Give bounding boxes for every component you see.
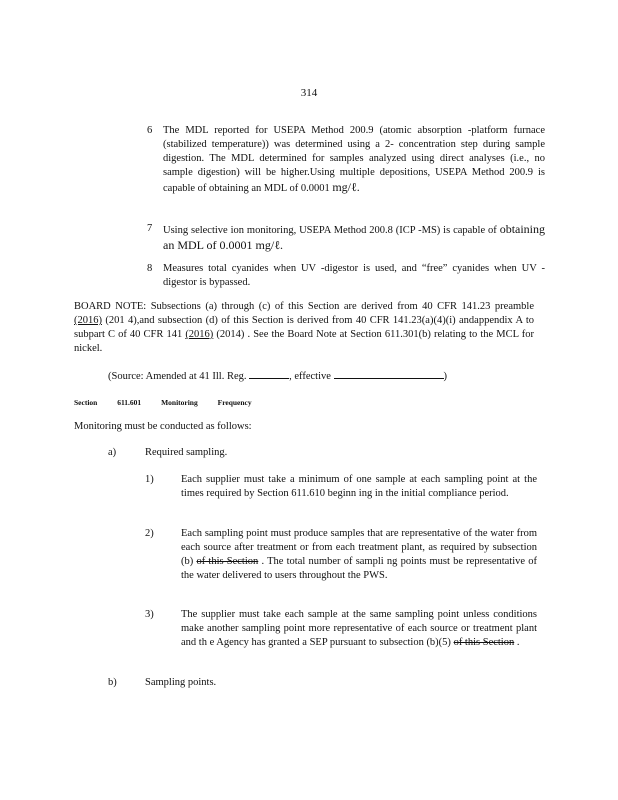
source-effective: , effective [289, 371, 331, 382]
section-title: Frequency [217, 398, 252, 407]
page-number: 314 [300, 87, 318, 99]
footnote-6 [147, 124, 545, 196]
effective-date-blank [334, 368, 444, 379]
source-suffix: ) [443, 371, 448, 382]
section-word: Section [74, 398, 98, 407]
board-note-text: (2014) . See the Board Note at Section 611.301(b) relating to the MCL for nickel. [74, 329, 534, 354]
board-note-insertion: (2016) [74, 315, 102, 326]
source-line [108, 368, 528, 384]
section-number: 611.601 [117, 398, 142, 407]
board-note-insertion: (2016) [185, 329, 214, 340]
footnote-8 [147, 262, 545, 290]
footnote-text [163, 222, 545, 254]
section-intro: Monitoring must be conducted as follows: [74, 421, 252, 432]
item-2-text-part: . The total number of sampli ng points must be representative of the water delivered to users throughout the PWS. [181, 556, 538, 581]
footnote-text-part: The MDL reported for USEPA Method 200.9 (atomic absorption -platform furnace (stabilized temperature)) was determined using a 2- concentration step during sample digestion. The MDL determined for samples analyzed using direct analyses (i.e., no sample digestion) will be higher.Using multiple depositions, USEPA Method 200.9 is capable of obtaining an MDL of 0.0001 [163, 125, 545, 194]
footnote-text: Measures total cyanides when UV -digestor is used, and “free” cyanides when UV -digestor is bypassed. [163, 263, 545, 288]
footnote-text [163, 124, 545, 196]
footnote-number: 6 [147, 125, 153, 136]
footnote-unit: mg/ℓ. [332, 180, 360, 194]
footnote-number: 8 [147, 263, 153, 274]
board-note-text: (201 4),and subsection (d) of this Section is derived from 40 CFR 141.23(a)(4)(i) andappendix A to subpart C of 40 CFR 141 [74, 315, 534, 340]
register-blank [249, 368, 289, 379]
item-2-label: 2) [145, 528, 154, 539]
item-2-text [181, 527, 537, 583]
item-3-text-part: The supplier must take each sample at the same sampling point unless conditions make another sampling point more representative of each source or treatment plant and th e Agency has granted a SEP pursuant to subsection (b)(5) [181, 609, 537, 648]
section-heading [74, 396, 270, 410]
item-3-text: The supplier must take each sample at the same sampling point unless conditions make another sampling point more representative of each source or treatment plant and th e Agency has granted a SEP pursuant to subsection (b)(5) of this Section . [181, 609, 537, 648]
item-2-text-part: Each sampling point must produce samples that are representative of the water from each source after treatment or from each treatment plant, as required by subsection (b) [181, 528, 537, 567]
subsection-b-text: Sampling points. [145, 677, 217, 688]
item-1-label: 1) [145, 474, 154, 485]
item-1-text: Each supplier must take a minimum of one sample at each sampling point at the times required by Section 611.610 beginn ing in the initial compliance period. [181, 474, 537, 499]
subsection-b-label: b) [108, 677, 117, 688]
item-3-label: 3) [145, 609, 154, 620]
footnote-number: 7 [147, 223, 153, 234]
board-note-text: BOARD NOTE: Subsections (a) through (c) of this Section are derived from 40 CFR 141.23 preamble [74, 301, 534, 312]
item-3-deletion: of this Section [453, 637, 515, 648]
subsection-a-label: a) [108, 447, 117, 458]
subsection-a-text: Required sampling. [145, 447, 228, 458]
board-note [74, 300, 534, 356]
footnote-text-large: obtaining an MDL of 0.0001 mg/ℓ. [163, 222, 546, 252]
source-prefix: (Source: Amended at 41 Ill. Reg. [108, 371, 247, 382]
item-2-deletion: of this Section [196, 556, 259, 567]
section-title: Monitoring [161, 398, 198, 407]
footnote-text-part: Using selective ion monitoring, USEPA Method 200.8 (ICP -MS) is capable of [163, 225, 497, 236]
footnote-7 [147, 222, 545, 254]
